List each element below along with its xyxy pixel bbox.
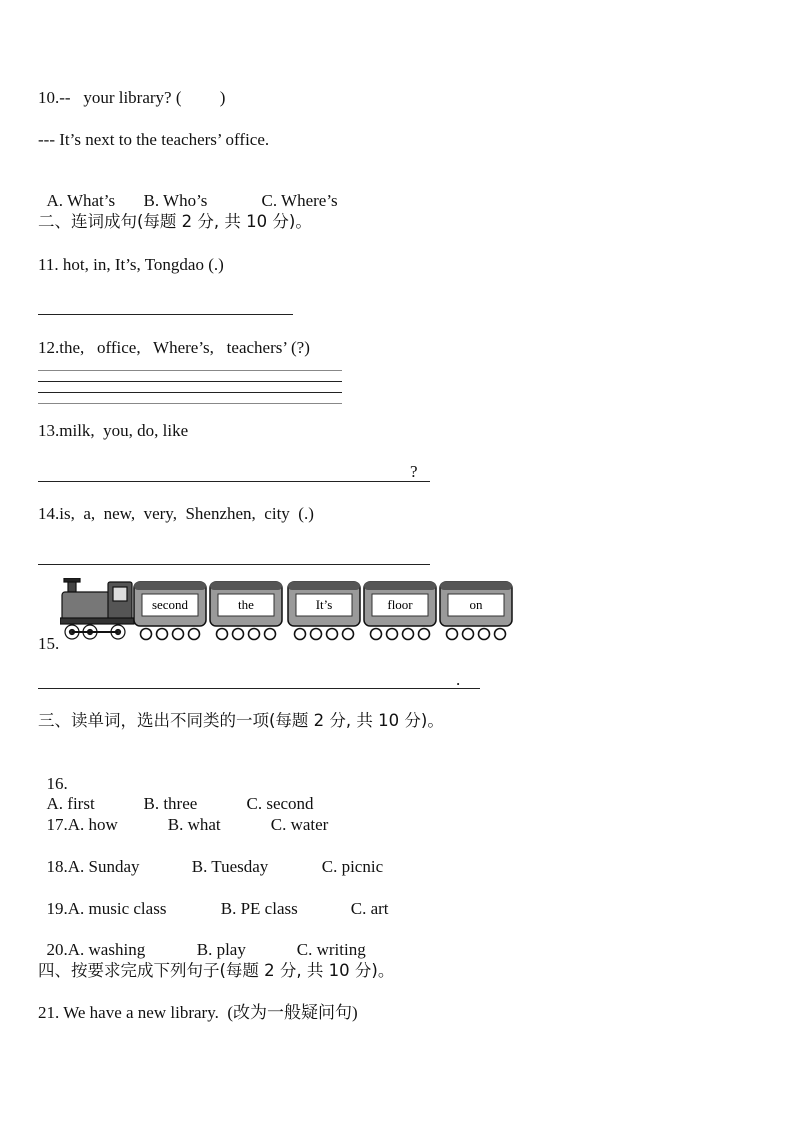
q12-stem: 12.the, office, Where’s, teachers’ (?) bbox=[38, 338, 310, 357]
q15-word-train bbox=[60, 578, 516, 646]
q16-option-a: A. first bbox=[46, 794, 95, 813]
q18-row bbox=[38, 837, 383, 877]
section-4-title: 四、按要求完成下列句子(每题 2 分, 共 10 分)。 bbox=[38, 961, 395, 980]
q10-option-a: A. What’s bbox=[46, 191, 116, 210]
q19-row bbox=[38, 879, 389, 919]
q12-writing-line-1 bbox=[38, 370, 342, 371]
q19-option-c: C. art bbox=[350, 899, 389, 918]
q10-option-b: B. Who’s bbox=[143, 191, 208, 210]
q17-row bbox=[38, 795, 328, 835]
q10-stem: 10.-- your library? ( ) bbox=[38, 88, 226, 107]
q20-option-c: C. writing bbox=[296, 940, 366, 959]
q21-stem: 21. We have a new library. (改为一般疑问句) bbox=[38, 1003, 358, 1022]
q13-answer-line bbox=[38, 481, 430, 482]
q18-number: 18. bbox=[46, 857, 68, 876]
q18-option-c: C. picnic bbox=[321, 857, 384, 876]
train-car-2-word: the bbox=[238, 597, 254, 612]
q11-answer-line bbox=[38, 314, 293, 315]
q16-number: 16. bbox=[46, 774, 68, 793]
q17-option-a: A. how bbox=[67, 815, 118, 834]
q10-options bbox=[38, 171, 338, 211]
train-car-5-word: on bbox=[469, 597, 483, 612]
q16-option-b: B. three bbox=[143, 794, 198, 813]
q12-writing-line-2 bbox=[38, 381, 342, 382]
q20-number: 20. bbox=[46, 940, 68, 959]
q13-stem: 13.milk, you, do, like bbox=[38, 421, 189, 440]
q15-period: . bbox=[456, 670, 461, 689]
train-car-4-word: floor bbox=[387, 597, 413, 612]
q14-stem: 14.is, a, new, very, Shenzhen, city (.) bbox=[38, 504, 314, 523]
train-car-5 bbox=[440, 582, 512, 640]
q19-option-b: B. PE class bbox=[220, 899, 298, 918]
q16-option-c: C. second bbox=[246, 794, 314, 813]
q20-row bbox=[38, 920, 366, 960]
q14-answer-line bbox=[38, 564, 430, 565]
train-car-1-word: second bbox=[151, 597, 189, 612]
section-2-title: 二、连词成句(每题 2 分, 共 10 分)。 bbox=[38, 212, 312, 231]
q20-option-b: B. play bbox=[196, 940, 246, 959]
q15-answer-line bbox=[38, 688, 480, 689]
q19-option-a: A. music class bbox=[67, 899, 167, 918]
locomotive-icon bbox=[60, 578, 134, 639]
section-3-title: 三、读单词，选出不同类的一项(每题 2 分, 共 10 分)。 bbox=[38, 711, 444, 730]
train-car-3-word: It’s bbox=[315, 597, 333, 612]
q10-answer-line: --- It’s next to the teachers’ office. bbox=[38, 130, 270, 149]
q20-option-a: A. washing bbox=[67, 940, 146, 959]
train-car-4 bbox=[364, 582, 436, 640]
q15-number: 15. bbox=[38, 634, 60, 653]
q17-option-b: B. what bbox=[167, 815, 221, 834]
q12-writing-line-3 bbox=[38, 392, 342, 393]
q13-question-mark: ? bbox=[410, 462, 418, 481]
train-car-1 bbox=[134, 582, 206, 640]
q19-number: 19. bbox=[46, 899, 68, 918]
train-car-3 bbox=[288, 582, 360, 640]
q11-stem: 11. hot, in, It’s, Tongdao (.) bbox=[38, 255, 224, 274]
q17-number: 17. bbox=[46, 815, 68, 834]
q18-option-b: B. Tuesday bbox=[191, 857, 269, 876]
q12-writing-line-4 bbox=[38, 403, 342, 404]
q17-option-c: C. water bbox=[270, 815, 329, 834]
train-car-2 bbox=[210, 582, 282, 640]
q10-option-c: C. Where’s bbox=[261, 191, 338, 210]
q18-option-a: A. Sunday bbox=[67, 857, 140, 876]
